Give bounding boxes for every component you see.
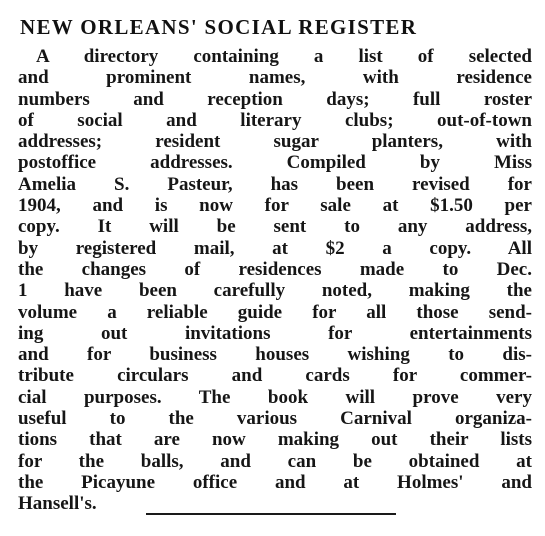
article-line: Hansell's. bbox=[18, 493, 97, 515]
article-body bbox=[18, 46, 532, 515]
article-line: postoffice addresses. Compiled by Miss bbox=[18, 152, 532, 174]
article-line: useful to the various Carnival organiza- bbox=[18, 408, 532, 430]
article-line: of social and literary clubs; out-of-town bbox=[18, 109, 532, 131]
article-line: by registered mail, at $2 a copy. All bbox=[18, 237, 532, 259]
article-line: 1904, and is now for sale at $1.50 per bbox=[18, 195, 532, 217]
article-line: numbers and reception days; full roster bbox=[18, 88, 532, 110]
article-line: addresses; resident sugar planters, with bbox=[18, 131, 532, 153]
article-line: for the balls, and can be obtained at bbox=[18, 450, 532, 472]
article-line: Amelia S. Pasteur, has been revised for bbox=[18, 173, 532, 195]
headline: NEW ORLEANS' SOCIAL REGISTER bbox=[20, 15, 418, 39]
article-line: the changes of residences made to Dec. bbox=[18, 258, 532, 280]
article-line: copy. It will be sent to any address, bbox=[18, 216, 532, 238]
article-line: 1 have been carefully noted, making the bbox=[18, 280, 532, 302]
article-line: tribute circulars and cards for commer- bbox=[18, 365, 532, 387]
article-line: cial purposes. The book will prove very bbox=[18, 386, 532, 408]
article-line: ing out invitations for entertainments bbox=[18, 322, 532, 344]
article-line: A directory containing a list of selected bbox=[36, 46, 532, 67]
article-line: and prominent names, with residence bbox=[18, 67, 532, 89]
article-line: tions that are now making out their lists bbox=[18, 429, 532, 451]
article-line: and for business houses wishing to dis- bbox=[18, 344, 532, 366]
article-line: the Picayune office and at Holmes' and bbox=[18, 471, 532, 493]
end-rule bbox=[146, 513, 396, 515]
article-line: volume a reliable guide for all those send- bbox=[18, 301, 532, 323]
